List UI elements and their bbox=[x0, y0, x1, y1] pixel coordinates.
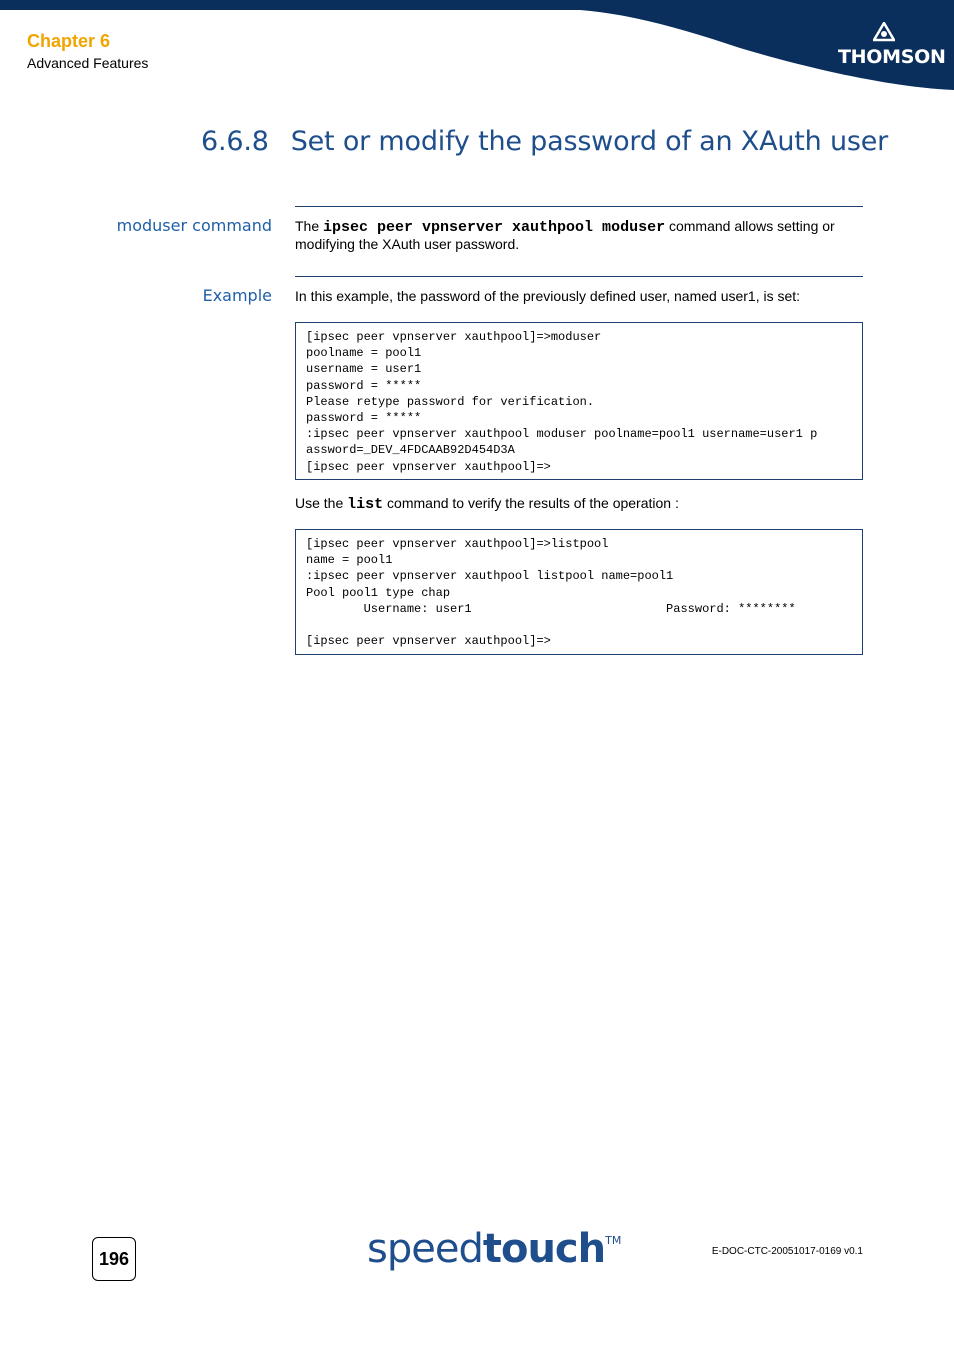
code-line bbox=[306, 617, 852, 633]
section-title-text: Set or modify the password of an XAuth user bbox=[290, 126, 889, 157]
speedtouch-logo bbox=[367, 1226, 621, 1272]
trademark: TM bbox=[605, 1234, 622, 1247]
code-line: [ipsec peer vpnserver xauthpool]=> bbox=[306, 459, 551, 474]
code-line: assword=_DEV_4FDCAAB92D454D3A bbox=[306, 443, 515, 458]
code-line: [ipsec peer vpnserver xauthpool]=> bbox=[306, 634, 551, 649]
code-line: password = ***** bbox=[306, 378, 422, 393]
code-line: name = pool1 bbox=[306, 553, 393, 568]
example-intro: In this example, the password of the previously defined user, named user1, is set: bbox=[295, 288, 801, 304]
thomson-logo-icon bbox=[873, 22, 895, 42]
example-label: Example bbox=[202, 286, 272, 305]
header-band bbox=[0, 0, 954, 92]
code-line: username = user1 bbox=[306, 362, 422, 377]
text: command allows setting or modifying the XAuth user password. bbox=[295, 218, 835, 252]
code-line: :ipsec peer vpnserver xauthpool moduser poolname=pool1 username=user1 p bbox=[306, 427, 818, 442]
chapter-subtitle: Advanced Features bbox=[27, 55, 149, 71]
code-block-listpool bbox=[295, 529, 863, 655]
moduser-command-label: moduser command bbox=[116, 216, 272, 235]
text: Use the bbox=[295, 495, 348, 511]
code-line: [ipsec peer vpnserver xauthpool]=>moduser bbox=[306, 330, 602, 344]
code-line: :ipsec peer vpnserver xauthpool listpool name=pool1 bbox=[306, 569, 674, 584]
code-line: Username: user1 Password: ******** bbox=[306, 601, 796, 616]
code-line: poolname = pool1 bbox=[306, 346, 422, 361]
text: command to verify the results of the operation : bbox=[383, 495, 679, 511]
code-block-moduser bbox=[295, 322, 863, 480]
section-title bbox=[201, 126, 888, 157]
divider-rule bbox=[295, 206, 863, 207]
brand-light: speed bbox=[367, 1226, 483, 1272]
document-reference: E-DOC-CTC-20051017-0169 v0.1 bbox=[711, 1246, 863, 1257]
code-line: Pool pool1 type chap bbox=[306, 585, 451, 600]
command-name: list bbox=[347, 496, 384, 513]
section-number: 6.6.8 bbox=[201, 126, 269, 157]
text: The bbox=[295, 218, 324, 234]
moduser-description bbox=[295, 218, 863, 253]
thomson-logo-text: THOMSON bbox=[838, 46, 946, 68]
brand-bold: touch bbox=[482, 1226, 606, 1272]
divider-rule bbox=[295, 276, 863, 277]
code-line: Please retype password for verification. bbox=[306, 394, 595, 409]
code-line: [ipsec peer vpnserver xauthpool]=>listpool bbox=[306, 537, 609, 551]
command-name: ipsec peer vpnserver xauthpool moduser bbox=[323, 219, 666, 236]
chapter-label: Chapter 6 bbox=[27, 31, 111, 51]
page-number: 196 bbox=[92, 1237, 136, 1281]
code-line: password = ***** bbox=[306, 410, 422, 425]
verify-instruction bbox=[295, 495, 863, 513]
